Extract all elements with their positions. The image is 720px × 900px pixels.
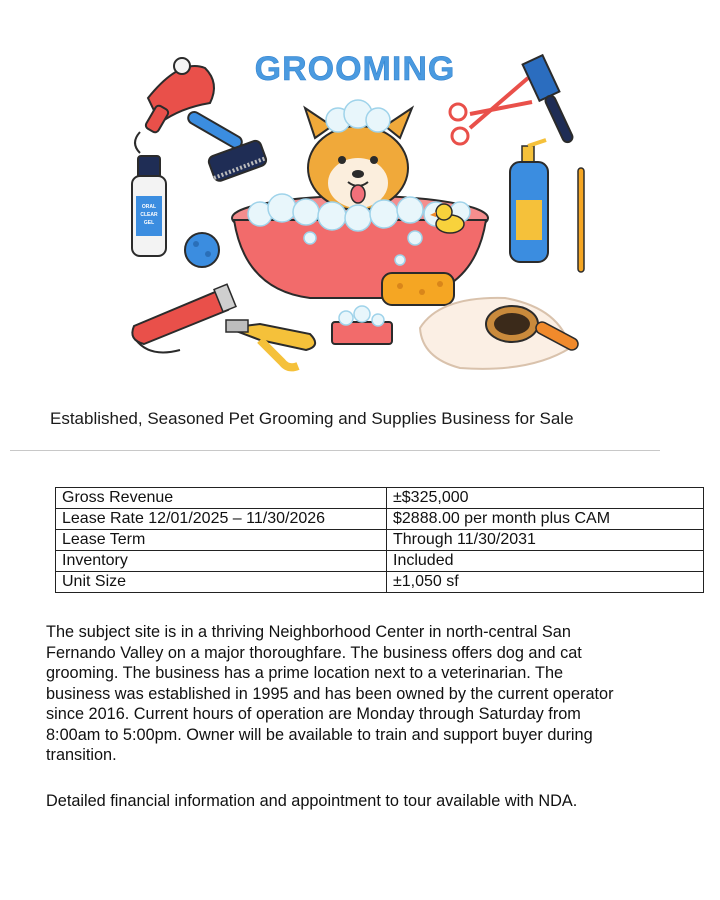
description-line: The subject site is in a thriving Neighborhood Center in north-central San: [46, 623, 571, 641]
toothbrush-icon: [578, 168, 584, 272]
scissors-icon: [450, 78, 532, 144]
description-line: since 2016. Current hours of operation are Monday through Saturday from: [46, 705, 581, 723]
description-line: Fernando Valley on a major thoroughfare. The business offers dog and cat: [46, 643, 582, 662]
slicker-brush-icon: [186, 110, 268, 183]
row-value: $2888.00 per month plus CAM: [387, 509, 704, 530]
toy-ball-icon: [185, 233, 219, 267]
hair-clipper-icon: [132, 284, 236, 352]
table-row: [56, 488, 704, 509]
description-line: business was established in 1995 and has been owned by the current operator: [46, 684, 614, 703]
nda-note: Detailed financial information and appointment to tour available with NDA.: [46, 792, 578, 810]
business-facts-table: [55, 487, 704, 593]
bottle-label-line-1: ORAL: [141, 204, 157, 210]
table-row: [56, 551, 704, 572]
business-description: [46, 622, 706, 766]
section-divider: [10, 450, 660, 451]
bottle-label-line-2: CLEAR: [140, 212, 158, 218]
comb-icon: [523, 55, 575, 144]
sponge-icon: [382, 273, 454, 305]
shampoo-bottle-icon: [510, 140, 548, 262]
row-label: Lease Rate 12/01/2025 – 11/30/2026: [56, 509, 387, 530]
listing-subtitle: Established, Seasoned Pet Grooming and Supplies Business for Sale: [50, 409, 574, 428]
table-row: [56, 530, 704, 551]
row-label: Gross Revenue: [56, 488, 387, 509]
grooming-heading: GROOMING: [254, 50, 456, 88]
row-value: ±$325,000: [387, 488, 704, 509]
description-line: 8:00am to 5:00pm. Owner will be available to train and support buyer during: [46, 725, 593, 744]
soap-bar-icon: [332, 306, 392, 344]
row-value: Included: [387, 551, 704, 572]
bottle-label-line-3: GEL: [143, 220, 155, 226]
row-label: Lease Term: [56, 530, 387, 551]
row-value: Through 11/30/2031: [387, 530, 704, 551]
row-label: Unit Size: [56, 572, 387, 593]
row-label: Inventory: [56, 551, 387, 572]
gel-bottle-icon: [132, 156, 166, 256]
table-row: [56, 572, 704, 593]
nail-clipper-icon: [226, 320, 315, 367]
hair-dryer-icon: [135, 58, 214, 153]
description-line: transition.: [46, 746, 117, 764]
table-row: [56, 509, 704, 530]
description-line: grooming. The business has a prime location next to a veterinarian. The: [46, 664, 564, 682]
row-value: ±1,050 sf: [387, 572, 704, 593]
grooming-illustration: [110, 28, 610, 388]
